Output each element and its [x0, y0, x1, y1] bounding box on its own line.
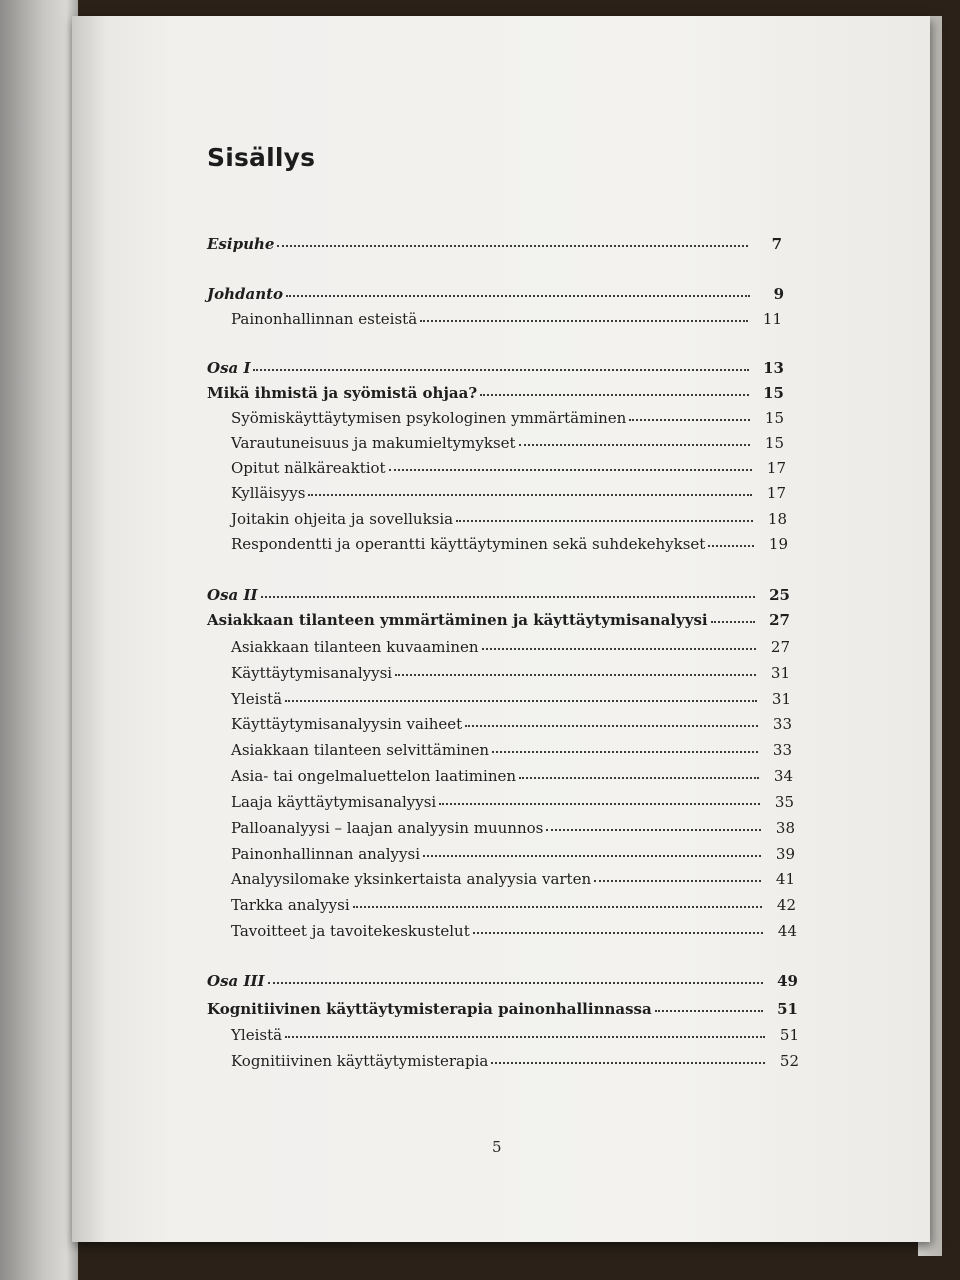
toc-entry-page: 18 [767, 510, 787, 528]
toc-entry-label: Joitakin ohjeita ja sovelluksia [231, 510, 454, 528]
dot-leader [456, 520, 753, 522]
toc-entry [231, 478, 786, 502]
dot-leader [480, 394, 749, 396]
toc-entry-page: 15 [764, 409, 784, 427]
toc-entry [231, 504, 787, 528]
toc-entry-page: 33 [772, 741, 792, 759]
toc-entry [231, 839, 795, 863]
toc-entry [231, 684, 791, 708]
toc-entry [231, 529, 788, 553]
toc-entry-page: 35 [774, 793, 794, 811]
toc-entry-page: 13 [763, 359, 784, 377]
toc-entry-label: Painonhallinnan esteistä [231, 310, 418, 328]
toc-entry-page: 51 [779, 1026, 799, 1044]
toc-entry [231, 735, 792, 759]
toc-entry-label: Opitut nälkäreaktiot [231, 459, 386, 477]
toc-entry-label: Esipuhe [207, 235, 275, 253]
toc-entry-label: Asia- tai ongelmaluettelon laatiminen [231, 767, 517, 785]
dot-leader [420, 320, 748, 322]
toc-entry-label: Osa I [207, 359, 251, 377]
toc-entry-page: 15 [763, 384, 784, 402]
toc-entry-page: 39 [775, 845, 795, 863]
toc-entry-page: 27 [770, 638, 790, 656]
toc-entry [207, 966, 798, 990]
toc-entry-label: Tarkka analyysi [231, 896, 350, 914]
dot-leader [482, 648, 756, 650]
dot-leader [465, 725, 758, 727]
toc-entry [231, 813, 795, 837]
toc-entry-page: 17 [766, 484, 786, 502]
dot-leader [711, 621, 756, 623]
toc-entry-page: 31 [771, 690, 791, 708]
toc-entry [231, 787, 794, 811]
dot-leader [308, 494, 752, 496]
dot-leader [491, 1062, 765, 1064]
dot-leader [519, 777, 759, 779]
toc-entry [231, 709, 792, 733]
toc-entry [231, 761, 793, 785]
toc-entry-label: Syömiskäyttäytymisen psykologinen ymmärtäminen [231, 409, 627, 427]
toc-entry [231, 916, 797, 940]
toc-entry [207, 994, 798, 1018]
toc-entry-label: Käyttäytymisanalyysi [231, 664, 393, 682]
toc-entry-page: 49 [777, 972, 798, 990]
toc-title: Sisällys [207, 143, 316, 172]
toc-entry [207, 279, 784, 303]
toc-entry-label: Asiakkaan tilanteen selvittäminen [231, 741, 490, 759]
toc-entry-label: Respondentti ja operantti käyttäytyminen sekä suhdekehykset [231, 535, 706, 553]
toc-entry-label: Palloanalyysi – laajan analyysin muunnos [231, 819, 544, 837]
toc-entry-label: Kylläisyys [231, 484, 306, 502]
toc-entry-page: 52 [779, 1052, 799, 1070]
dot-leader [285, 1036, 765, 1038]
toc-entry-page: 15 [764, 434, 784, 452]
dot-leader [261, 596, 756, 598]
toc-entry-label: Kognitiivinen käyttäytymisterapia [231, 1052, 489, 1070]
toc-entry [207, 580, 790, 604]
dot-leader [285, 700, 757, 702]
dot-leader [629, 419, 750, 421]
toc-entry-label: Yleistä [231, 1026, 283, 1044]
toc-entry-label: Käyttäytymisanalyysin vaiheet [231, 715, 463, 733]
toc-entry-label: Yleistä [231, 690, 283, 708]
dot-leader [353, 906, 762, 908]
dot-leader [519, 444, 750, 446]
toc-entry-page: 17 [766, 459, 786, 477]
footer-page-number: 5 [492, 1138, 502, 1156]
dot-leader [594, 880, 761, 882]
dot-leader [439, 803, 760, 805]
toc-entry [231, 453, 786, 477]
toc-entry-label: Osa II [207, 586, 258, 604]
toc-entry [231, 1046, 799, 1070]
toc-entry-page: 11 [762, 310, 782, 328]
toc-entry [207, 229, 782, 253]
toc-entry [231, 428, 784, 452]
toc-entry-page: 41 [775, 870, 795, 888]
dot-leader [546, 829, 761, 831]
dot-leader [253, 369, 749, 371]
toc-entry [231, 1020, 799, 1044]
toc-entry-label: Kognitiivinen käyttäytymisterapia painonhallinnassa [207, 1000, 652, 1018]
toc-entry-page: 44 [777, 922, 797, 940]
toc-entry-page: 51 [777, 1000, 798, 1018]
dot-leader [423, 855, 761, 857]
toc-entry-page: 34 [773, 767, 793, 785]
dot-leader [389, 469, 752, 471]
toc-entry-page: 9 [773, 285, 784, 303]
toc-entry [231, 658, 790, 682]
toc-entry-label: Varautuneisuus ja makumieltymykset [231, 434, 516, 452]
toc-entry [207, 605, 790, 629]
toc-entry-page: 25 [769, 586, 790, 604]
toc-entry-page: 19 [768, 535, 788, 553]
toc-entry-label: Osa III [207, 972, 265, 990]
toc-entry-page: 7 [771, 235, 782, 253]
toc-entry-page: 38 [775, 819, 795, 837]
toc-entry-label: Asiakkaan tilanteen kuvaaminen [231, 638, 479, 656]
dot-leader [492, 751, 758, 753]
dot-leader [395, 674, 756, 676]
toc-entry-label: Analyysilomake yksinkertaista analyysia varten [231, 870, 592, 888]
dot-leader [268, 982, 764, 984]
toc-entry-label: Mikä ihmistä ja syömistä ohjaa? [207, 384, 478, 402]
dot-leader [655, 1010, 763, 1012]
toc-entry-page: 31 [770, 664, 790, 682]
dot-leader [473, 932, 763, 934]
toc-entry-label: Tavoitteet ja tavoitekeskustelut [231, 922, 470, 940]
dot-leader [277, 245, 748, 247]
toc-entry [231, 890, 796, 914]
toc-entry-label: Painonhallinnan analyysi [231, 845, 420, 863]
toc-entry [231, 864, 795, 888]
toc-entry-page: 42 [776, 896, 796, 914]
toc-entry-page: 27 [769, 611, 790, 629]
toc-entry [231, 403, 784, 427]
toc-entry [207, 353, 784, 377]
toc-entry [231, 304, 782, 328]
dot-leader [708, 545, 754, 547]
toc-entry-page: 33 [772, 715, 792, 733]
toc-entry-label: Laaja käyttäytymisanalyysi [231, 793, 437, 811]
toc-entry [231, 632, 790, 656]
toc-entry-label: Johdanto [207, 285, 284, 303]
toc-entry [207, 378, 784, 402]
dot-leader [286, 295, 750, 297]
toc-entry-label: Asiakkaan tilanteen ymmärtäminen ja käyttäytymisanalyysi [207, 611, 708, 629]
